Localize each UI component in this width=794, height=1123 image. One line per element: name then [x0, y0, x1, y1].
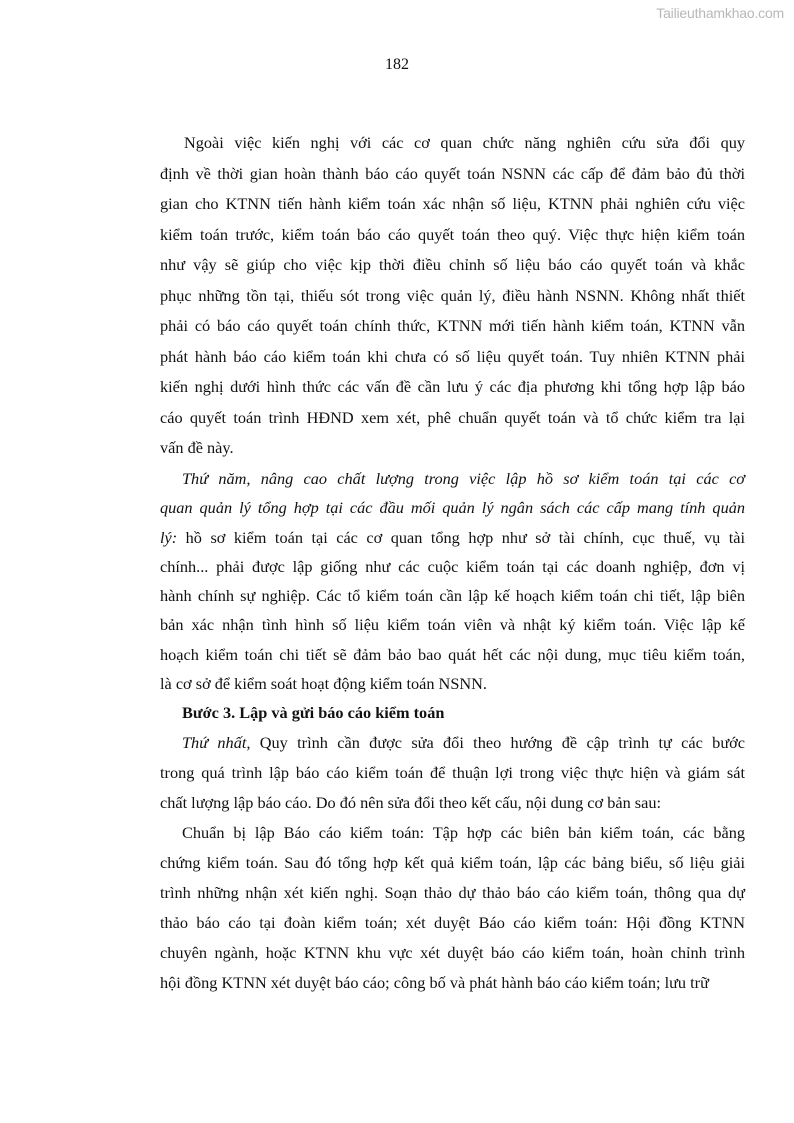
body-text: chất lượng lập báo cáo. Do đó nên sửa đổi theo kết cấu, nội dung cơ bản sau:	[160, 793, 662, 812]
body-text: hoạch kiểm toán chi tiết sẽ đảm bảo bao quát hết các nội dung, mục tiêu kiểm toán,	[160, 644, 745, 664]
body-text: hồ sơ kiểm toán tại các cơ quan tổng hợp như sở tài chính, cục thuế, vụ tài	[177, 527, 745, 547]
text-line	[160, 372, 745, 403]
body-text: chính... phải được lập giống như các cuộc kiểm toán tại các doanh nghiệp, đơn vị	[160, 556, 745, 576]
page-number: 182	[385, 56, 409, 73]
text-line	[160, 581, 745, 610]
body-text: Ngoài việc kiến nghị với các cơ quan chức năng nghiên cứu sửa đổi quy	[184, 133, 745, 152]
italic-text: quan quản lý tổng hợp tại các đầu mối quản lý ngân sách các cấp mang tính quản	[160, 498, 745, 518]
body-text: như vậy sẽ giúp cho việc kịp thời điều chỉnh số liệu báo cáo quyết toán và khắc	[160, 255, 745, 274]
body-text: kiến nghị dưới hình thức các vấn đề cần lưu ý các địa phương khi tổng hợp lập báo	[160, 377, 745, 396]
paragraph-prepare-report	[160, 818, 745, 998]
text-line	[160, 610, 745, 639]
text-line	[160, 908, 745, 938]
section-heading-step-3	[160, 698, 745, 728]
body-text: phục những tồn tại, thiếu sót trong việc quản lý, điều hành NSNN. Không nhất thiết	[160, 285, 745, 305]
body-text: vấn đề này.	[160, 438, 234, 457]
text-line	[160, 698, 745, 728]
body-text: Chuẩn bị lập Báo cáo kiểm toán: Tập hợp các biên bản kiểm toán, các bằng	[182, 823, 745, 842]
body-text: kiểm toán trước, kiểm toán báo cáo quyết toán theo quý. Việc thực hiện kiểm toán	[160, 224, 745, 244]
body-text: phát hành báo cáo kiểm toán khi chưa có số liệu quyết toán. Tuy nhiên KTNN phải	[160, 346, 745, 366]
text-line	[160, 640, 745, 669]
body-text: trong quá trình lập báo cáo kiểm toán để thuận lợi trong việc thực hiện và giám sát	[160, 763, 745, 782]
text-line	[160, 311, 745, 342]
paragraph-first-point	[160, 728, 745, 818]
watermark: Tailieuthamkhao.com	[656, 5, 784, 21]
body-text: là cơ sở để kiểm soát hoạt động kiểm toán NSNN.	[160, 674, 487, 694]
body-text: định về thời gian hoàn thành báo cáo quyết toán NSNN các cấp để đảm bảo đủ thời	[160, 163, 745, 183]
text-line	[160, 788, 745, 818]
text-line	[160, 818, 745, 848]
body-text: chuyên ngành, hoặc KTNN khu vực xét duyệt báo cáo kiểm toán, hoàn chỉnh trình	[160, 943, 745, 962]
body-text: phải có báo cáo quyết toán chính thức, KTNN mới tiến hành kiểm toán, KTNN vẫn	[160, 316, 745, 335]
text-line	[160, 250, 745, 281]
text-line	[160, 342, 745, 373]
text-line	[160, 220, 745, 251]
text-line	[160, 552, 745, 581]
body-text: bản xác nhận tình hình số liệu kiểm toán viên và nhật ký kiểm toán. Việc lập kế	[160, 615, 745, 635]
paragraph-fifth-point	[160, 464, 745, 698]
text-line	[160, 159, 745, 190]
body-text: Quy trình cần được sửa đổi theo hướng đề cập trình tự các bước	[250, 733, 745, 752]
paragraph-recommendation	[160, 128, 745, 464]
text-line	[160, 728, 745, 758]
body-text: cáo quyết toán trình HĐND xem xét, phê chuẩn quyết toán và tổ chức kiểm tra lại	[160, 407, 745, 427]
italic-text: Thứ nhất,	[182, 733, 251, 752]
italic-text: Thứ năm, nâng cao chất lượng trong việc lập hồ sơ kiểm toán tại các cơ	[182, 469, 745, 488]
text-line	[160, 669, 745, 698]
body-text: hành chính sự nghiệp. Các tổ kiểm toán cần lập kế hoạch kiểm toán chi tiết, lập biên	[160, 586, 745, 606]
text-line	[160, 189, 745, 220]
text-line	[160, 968, 745, 998]
text-line	[160, 464, 745, 493]
text-line	[160, 938, 745, 968]
body-text: trình những nhận xét kiến nghị. Soạn thảo dự thảo báo cáo kiểm toán, thông qua dự	[160, 883, 745, 902]
text-line	[160, 403, 745, 434]
body-text: hội đồng KTNN xét duyệt báo cáo; công bố và phát hành báo cáo kiểm toán; lưu trữ	[160, 973, 709, 992]
text-line	[160, 128, 745, 159]
text-line	[160, 433, 745, 464]
heading-text: Bước 3. Lập và gửi báo cáo kiểm toán	[182, 703, 445, 722]
body-text: thảo báo cáo tại đoàn kiểm toán; xét duyệt Báo cáo kiểm toán: Hội đồng KTNN	[160, 913, 745, 932]
italic-text: lý:	[160, 527, 178, 547]
text-line	[160, 281, 745, 312]
text-line	[160, 758, 745, 788]
text-line	[160, 878, 745, 908]
body-text: chứng kiểm toán. Sau đó tổng hợp kết quả kiểm toán, lập các bảng biểu, số liệu giải	[160, 853, 745, 872]
text-line	[160, 493, 745, 522]
body-text: gian cho KTNN tiến hành kiểm toán xác nhận số liệu, KTNN phải nghiên cứu việc	[160, 194, 745, 213]
text-line	[160, 848, 745, 878]
text-line	[160, 523, 745, 552]
